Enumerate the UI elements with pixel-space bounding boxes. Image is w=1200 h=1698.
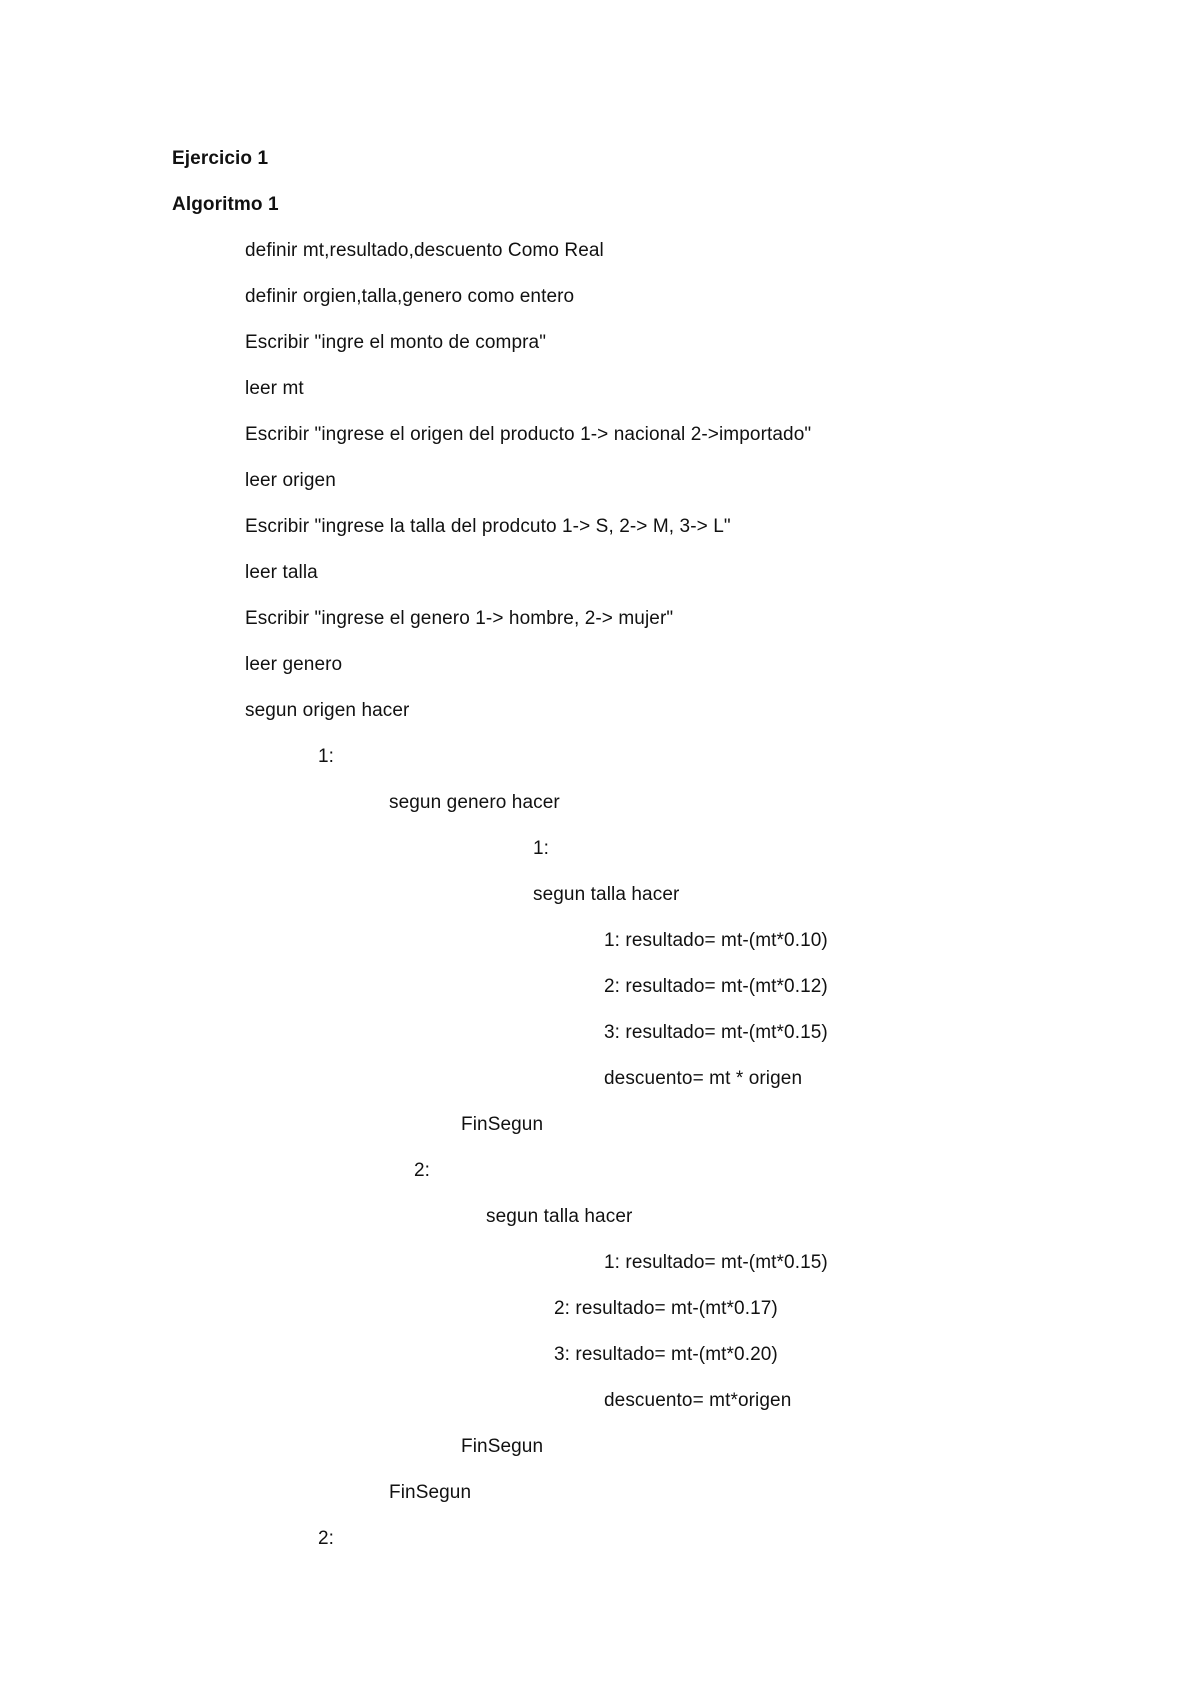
code-line: 1: resultado= mt-(mt*0.15) [604, 1252, 828, 1273]
exercise-heading: Ejercicio 1 [172, 148, 269, 169]
code-line: segun genero hacer [389, 792, 560, 813]
code-line: 1: [533, 838, 550, 859]
code-line: Escribir "ingre el monto de compra" [245, 332, 547, 353]
code-line: 1: [318, 746, 335, 767]
code-line: segun origen hacer [245, 700, 410, 721]
code-line: 2: [414, 1160, 431, 1181]
code-line: leer genero [245, 654, 343, 675]
code-line: 3: resultado= mt-(mt*0.20) [554, 1344, 778, 1365]
code-line: segun talla hacer [486, 1206, 633, 1227]
code-line: definir orgien,talla,genero como entero [245, 286, 575, 307]
code-line: leer mt [245, 378, 304, 399]
code-line: Escribir "ingrese el genero 1-> hombre, 2-> mujer" [245, 608, 674, 629]
code-line: 3: resultado= mt-(mt*0.15) [604, 1022, 828, 1043]
code-line: FinSegun [461, 1114, 544, 1135]
code-line: leer origen [245, 470, 336, 491]
code-line: 2: resultado= mt-(mt*0.17) [554, 1298, 778, 1319]
code-line: Escribir "ingrese el origen del producto 1-> nacional 2->importado" [245, 424, 812, 445]
code-line: descuento= mt*origen [604, 1390, 792, 1411]
code-line: descuento= mt * origen [604, 1068, 803, 1089]
code-line: FinSegun [461, 1436, 544, 1457]
code-line: segun talla hacer [533, 884, 680, 905]
code-line: 2: resultado= mt-(mt*0.12) [604, 976, 828, 997]
code-line: FinSegun [389, 1482, 472, 1503]
code-line: leer talla [245, 562, 318, 583]
code-line: definir mt,resultado,descuento Como Real [245, 240, 604, 261]
code-line: 2: [318, 1528, 335, 1549]
algorithm-heading: Algoritmo 1 [172, 194, 279, 215]
code-line: 1: resultado= mt-(mt*0.10) [604, 930, 828, 951]
code-line: Escribir "ingrese la talla del prodcuto 1-> S, 2-> M, 3-> L" [245, 516, 731, 537]
